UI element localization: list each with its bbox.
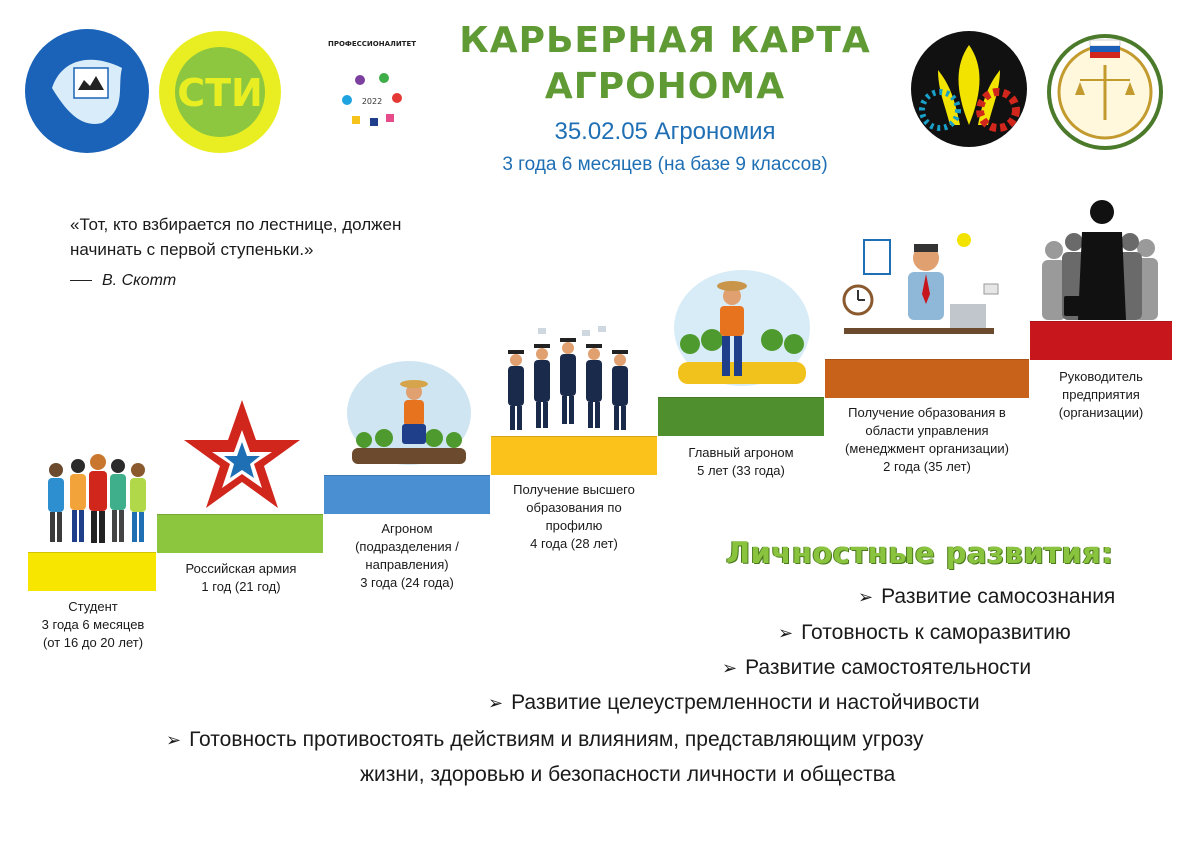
director-silhouette-illustration xyxy=(1034,198,1170,320)
career-step-label-line: 4 года (28 лет) xyxy=(530,536,618,551)
career-step-label-2 xyxy=(160,560,322,596)
development-item-text: жизни, здоровью и безопасности личности и общества xyxy=(360,763,896,786)
graduates-illustration xyxy=(498,326,646,434)
career-step-label-1 xyxy=(28,598,158,652)
study-duration: 3 года 6 месяцев (на базе 9 классов) xyxy=(502,154,828,175)
students-illustration xyxy=(38,448,156,548)
title-line-2: АГРОНОМА xyxy=(544,66,786,107)
college-letters: СТИ xyxy=(177,71,263,115)
career-step-label-6 xyxy=(825,404,1029,476)
college-logo xyxy=(158,30,282,154)
agronomist-illustration xyxy=(344,358,474,468)
career-step-1 xyxy=(28,552,156,591)
career-step-4 xyxy=(491,436,657,475)
development-item xyxy=(778,620,1071,646)
career-step-label-5 xyxy=(658,444,824,480)
development-item-text: Развитие самосознания xyxy=(881,585,1116,608)
career-step-label-line: Получение высшего xyxy=(513,482,635,497)
arrow-bullet-icon: ➢ xyxy=(166,730,182,750)
career-step-2 xyxy=(157,514,323,553)
career-step-label-line: Руководитель xyxy=(1059,369,1143,384)
career-step-label-line: 2 года (35 лет) xyxy=(883,459,971,474)
rosselkhoz-emblem-logo xyxy=(1042,30,1168,150)
career-step-label-line: (менеджмент организации) xyxy=(845,441,1009,456)
career-step-label-line: (от 16 до 20 лет) xyxy=(42,635,144,650)
quote-text: «Тот, кто взбирается по лестнице, должен начинать с первой ступеньки.» xyxy=(70,215,402,259)
career-step-label-line: Получение образования в xyxy=(848,405,1006,420)
career-step-label-line: Главный агроном xyxy=(688,445,794,460)
page-title xyxy=(380,18,950,110)
arrow-bullet-icon: ➢ xyxy=(488,693,504,713)
development-item-text: Готовность к саморазвитию xyxy=(801,621,1071,644)
career-step-label-line: (организации) xyxy=(1058,405,1144,420)
arrow-bullet-icon: ➢ xyxy=(778,623,794,643)
title-line-1: КАРЬЕРНАЯ КАРТА xyxy=(459,20,871,61)
career-step-label-line: (подразделения / xyxy=(355,539,459,554)
professionalitet-text: ПРОФЕССИОНАЛИТЕТ xyxy=(327,40,417,48)
author-name: В. Скотт xyxy=(102,272,177,289)
career-step-label-line: области управления xyxy=(865,423,989,438)
development-item xyxy=(166,727,924,753)
career-step-7 xyxy=(1030,321,1172,360)
career-step-label-line: 1 год (21 год) xyxy=(201,579,281,594)
development-item xyxy=(722,655,1031,681)
career-step-label-line: 5 лет (33 года) xyxy=(697,463,785,478)
development-title: Личностные развития: xyxy=(726,536,1114,570)
professionalitet-year: 2022 xyxy=(361,97,383,106)
career-step-label-4 xyxy=(491,481,657,553)
ministry-logo xyxy=(22,28,152,154)
arrow-bullet-icon: ➢ xyxy=(722,658,738,678)
career-step-5 xyxy=(658,397,824,436)
development-item xyxy=(488,690,980,716)
development-item-text: Развитие целеустремленности и настойчивости xyxy=(511,691,980,714)
career-step-label-line: направления) xyxy=(365,557,449,572)
career-step-label-line: 3 года (24 года) xyxy=(360,575,454,590)
author-dash xyxy=(70,280,92,281)
career-step-label-line: Студент xyxy=(68,599,118,614)
career-step-label-line: предприятия xyxy=(1062,387,1140,402)
career-step-6 xyxy=(825,359,1029,398)
development-item-text: Готовность противостоять действиям и влияниям, представляющим угрозу xyxy=(189,728,924,751)
career-step-label-line: Агроном xyxy=(381,521,433,536)
career-step-label-line: Российская армия xyxy=(185,561,297,576)
development-item xyxy=(360,762,895,788)
career-step-3 xyxy=(324,475,490,514)
quote-author xyxy=(70,272,176,290)
manager-illustration xyxy=(834,228,1000,358)
arrow-bullet-icon: ➢ xyxy=(858,587,874,607)
career-step-label-line: профилю xyxy=(545,518,603,533)
specialty-code: 35.02.05 Агрономия xyxy=(554,118,776,145)
development-item-text: Развитие самостоятельности xyxy=(745,656,1032,679)
career-step-label-3 xyxy=(324,520,490,592)
career-step-label-7 xyxy=(1030,368,1172,422)
career-step-label-line: образования по xyxy=(526,500,622,515)
career-step-label-line: 3 года 6 месяцев xyxy=(41,617,145,632)
army-star-icon xyxy=(180,396,304,510)
chief-agronomist-illustration xyxy=(668,266,816,390)
development-item xyxy=(858,584,1115,610)
